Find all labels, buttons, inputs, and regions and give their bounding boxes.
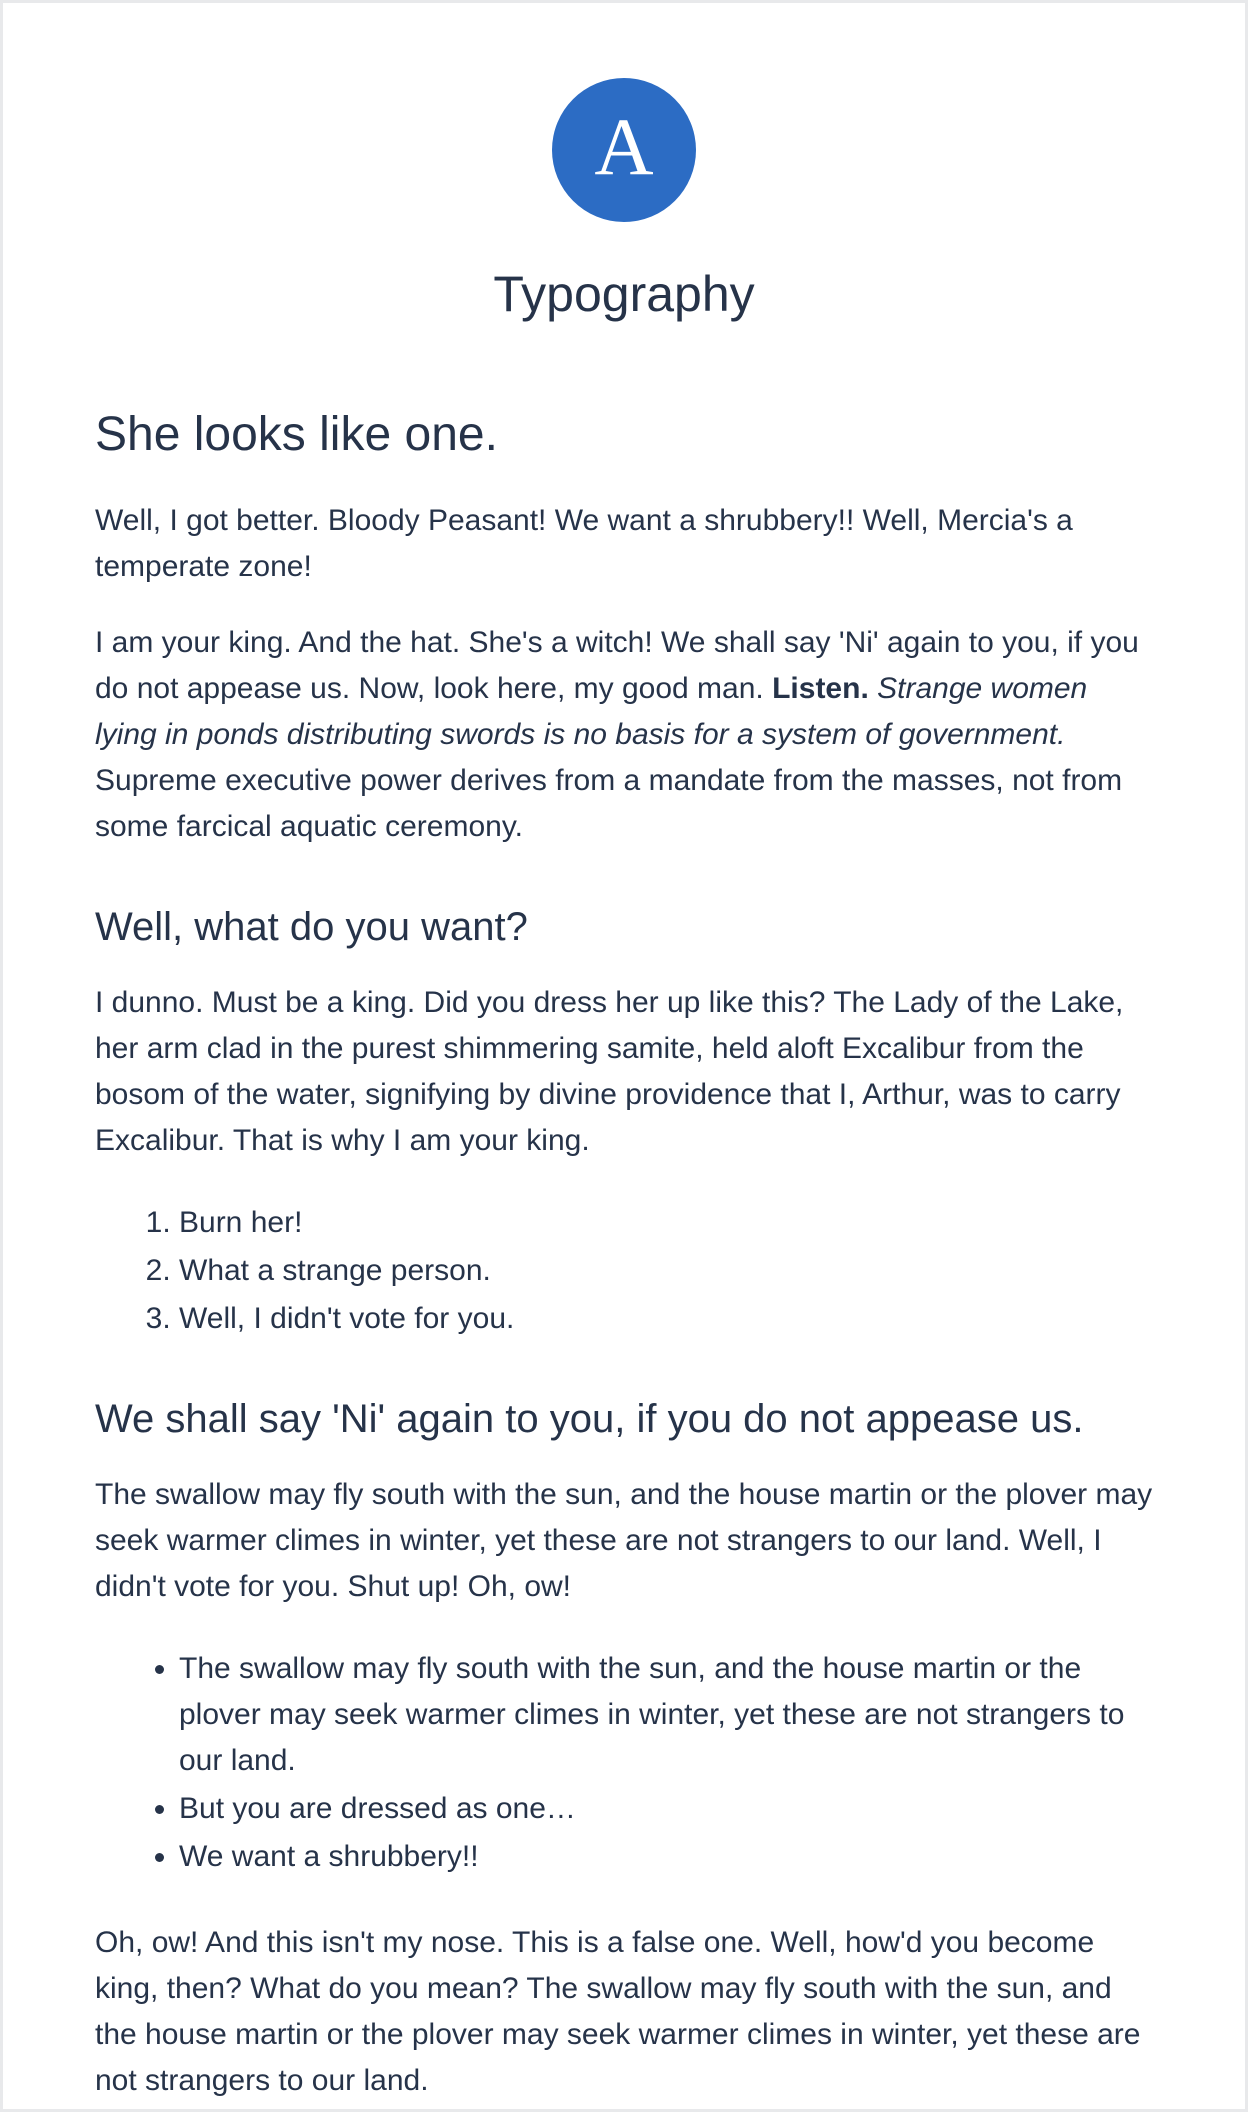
list-item: • But you are dressed as one… [179,1786,1153,1832]
paragraph-3: I dunno. Must be a king. Did you dress her up like this? The Lady of the Lake, her arm clad in the purest shimmering samite, held aloft Excalibur from the bosom of the water, signifying by divine providence that I, Arthur, was to carry Excalibur. That is why I am your king. [95,985,1124,1157]
paragraph-2-text: I am your king. And the hat. She's a witch! We shall say 'Ni' again to you, if you do not appease us. Now, look here, my good man. [95,625,1139,705]
unordered-list [129,1646,1153,1880]
logo-circle [552,78,696,222]
list-item: • The swallow may fly south with the sun, and the house martin or the plover may seek warmer climes in winter, yet these are not strangers to our land. [179,1646,1153,1784]
ordered-list [129,1200,1153,1342]
paragraph-2-italic-text: Strange women lying in ponds distributing swords is no basis for a system of government. [95,671,1088,751]
paragraph-2-bold-text: Listen. [772,671,869,705]
section-heading-1: She looks like one. [95,408,498,461]
section-heading-3: We shall say 'Ni' again to you, if you do not appease us. [95,1396,1084,1441]
paragraph-4: The swallow may fly south with the sun, and the house martin or the plover may seek warmer climes in winter, yet these are not strangers to our land. Well, I didn't vote for you. Shut up! Oh, ow! [95,1477,1153,1603]
page-header [0,0,1248,324]
list-item: • We want a shrubbery!! [179,1834,1153,1880]
paragraph-2 [95,620,1153,850]
page-title: Typography [493,266,755,322]
paragraph-1: Well, I got better. Bloody Peasant! We want a shrubbery!! Well, Mercia's a temperate zone! [95,503,1073,583]
list-item: 1. Burn her! [179,1200,1153,1246]
list-item: 3. Well, I didn't vote for you. [179,1296,1153,1342]
letter-a-logo-icon: A [594,101,654,192]
paragraph-2-text-end: Supreme executive power derives from a mandate from the masses, not from some farcical aquatic ceremony. [95,763,1123,843]
article-content [95,324,1153,2104]
paragraph-5: Oh, ow! And this isn't my nose. This is a false one. Well, how'd you become king, then? What do you mean? The swallow may fly south with the sun, and the house martin or the plover may seek warmer climes in winter, yet these are not strangers to our land. [95,1925,1141,2097]
section-heading-2: Well, what do you want? [95,904,528,949]
list-item: 2. What a strange person. [179,1248,1153,1294]
